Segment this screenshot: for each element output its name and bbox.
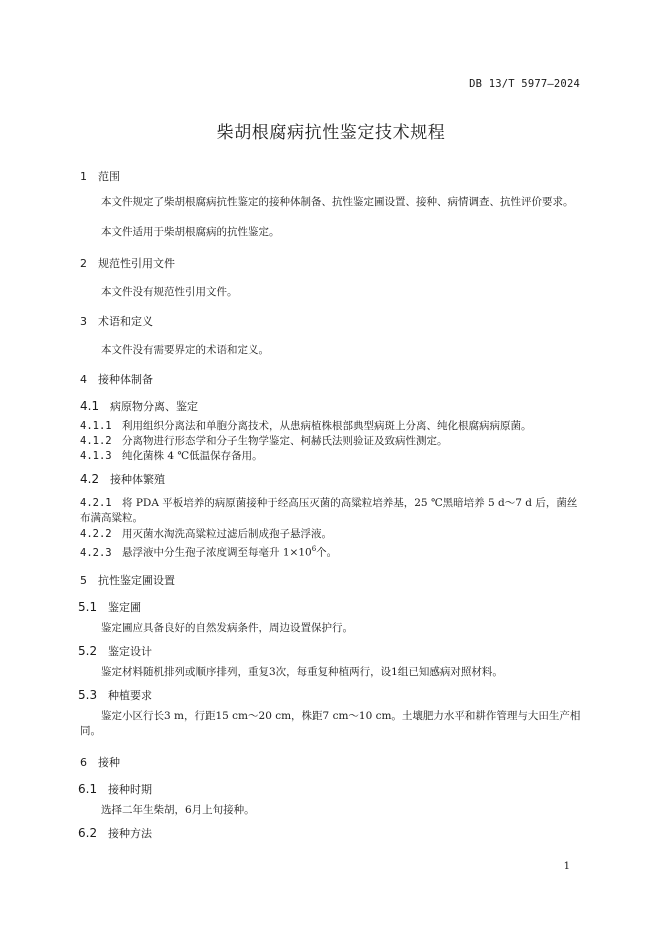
subsection-title: 种植要求 [108,689,152,702]
subsection-title: 鉴定圃 [108,601,141,614]
section-number: 1 [80,170,87,183]
section-title: 接种体制备 [98,373,153,386]
section-1-heading [80,168,120,184]
clause-text: 分离物进行形态学和分子生物学鉴定、柯赫氏法则验证及致病性测定。 [122,435,448,447]
subsection-4-2-heading [80,471,165,487]
paragraph: 本文件适用于柴胡根腐病的抗性鉴定。 [101,226,280,238]
section-number: 4 [80,373,87,386]
clause-text: 利用组织分离法和单胞分离技术，从患病植株根部典型病斑上分离、纯化根腐病病原菌。 [122,420,532,432]
section-number: 2 [80,257,87,270]
paragraph: 鉴定圃应具备良好的自然发病条件，周边设置保护行。 [101,622,353,634]
subsection-4-1-heading [80,398,198,414]
subsection-title: 接种方法 [108,827,152,840]
paragraph: 鉴定材料随机排列或顺序排列，重复3次，每重复种植两行，设1组已知感病对照材料。 [101,666,503,678]
subsection-number: 6.2 [78,826,98,840]
subsection-title: 接种时期 [108,783,152,796]
clause-text: 将 PDA 平板培养的病原菌接种于经高压灭菌的高粱粒培养基，25 ℃黑暗培养 5 d～7 d 后，菌丝布满高粱粒。 [80,497,578,524]
section-4-heading [80,371,153,387]
subsection-number: 5.1 [78,600,98,614]
clause-item [80,542,337,561]
clause-item [80,449,263,464]
paragraph: 本文件没有规范性引用文件。 [101,286,238,298]
subsection-title: 鉴定设计 [108,645,152,658]
clause-number: 4.2.3 [80,546,112,559]
subsection-number: 5.2 [78,644,98,658]
subsection-number: 5.3 [78,688,98,702]
standard-number: DB 13/T 5977—2024 [469,78,580,90]
section-number: 6 [80,756,87,769]
section-5-heading [80,572,175,588]
subsection-number: 4.1 [80,399,100,413]
clause-number: 4.2.2 [80,528,112,540]
clause-item [80,434,448,449]
section-title: 规范性引用文件 [98,257,175,270]
subsection-title: 接种体繁殖 [110,473,165,486]
section-title: 抗性鉴定圃设置 [98,574,175,587]
section-number: 5 [80,574,87,587]
paragraph: 选择二年生柴胡，6月上旬接种。 [101,804,255,816]
clause-item [80,496,586,526]
clause-text: 纯化菌株 4 ℃低温保存备用。 [122,450,263,462]
subsection-title: 病原物分离、鉴定 [110,400,198,413]
section-3-heading [80,313,153,329]
section-title: 术语和定义 [98,315,153,328]
clause-number: 4.2.1 [80,497,112,509]
clause-item [80,419,532,434]
section-title: 接种 [98,756,120,769]
section-title: 范围 [98,170,120,183]
paragraph: 本文件规定了柴胡根腐病抗性鉴定的接种体制备、抗性鉴定圃设置、接种、病情调查、抗性评价要求。 [101,196,574,208]
clause-number: 4.1.3 [80,450,112,462]
subsection-5-1-heading [78,599,141,615]
section-6-heading [80,754,120,770]
paragraph: 鉴定小区行长3 m，行距15 cm～20 cm，株距7 cm～10 cm。土壤肥力水平和耕作管理与大田生产相同。 [80,710,581,737]
page-number: 1 [563,861,570,872]
superscript: 6 [311,545,317,553]
subsection-6-1-heading [78,781,152,797]
clause-item [80,527,332,542]
document-title: 柴胡根腐病抗性鉴定技术规程 [216,123,446,143]
subsection-5-2-heading [78,643,152,659]
subsection-5-3-heading [78,687,152,703]
clause-text: 用灭菌水淘洗高粱粒过滤后制成孢子悬浮液。 [122,528,332,540]
clause-number: 4.1.1 [80,420,112,432]
section-number: 3 [80,315,87,328]
subsection-number: 4.2 [80,472,100,486]
subsection-6-2-heading [78,825,152,841]
paragraph: 本文件没有需要界定的术语和定义。 [101,344,269,356]
clause-text-end: 个。 [316,546,338,559]
clause-text: 悬浮液中分生孢子浓度调至每毫升 1×10 [122,546,312,559]
subsection-number: 6.1 [78,782,98,796]
section-2-heading [80,255,175,271]
clause-number: 4.1.2 [80,435,112,447]
